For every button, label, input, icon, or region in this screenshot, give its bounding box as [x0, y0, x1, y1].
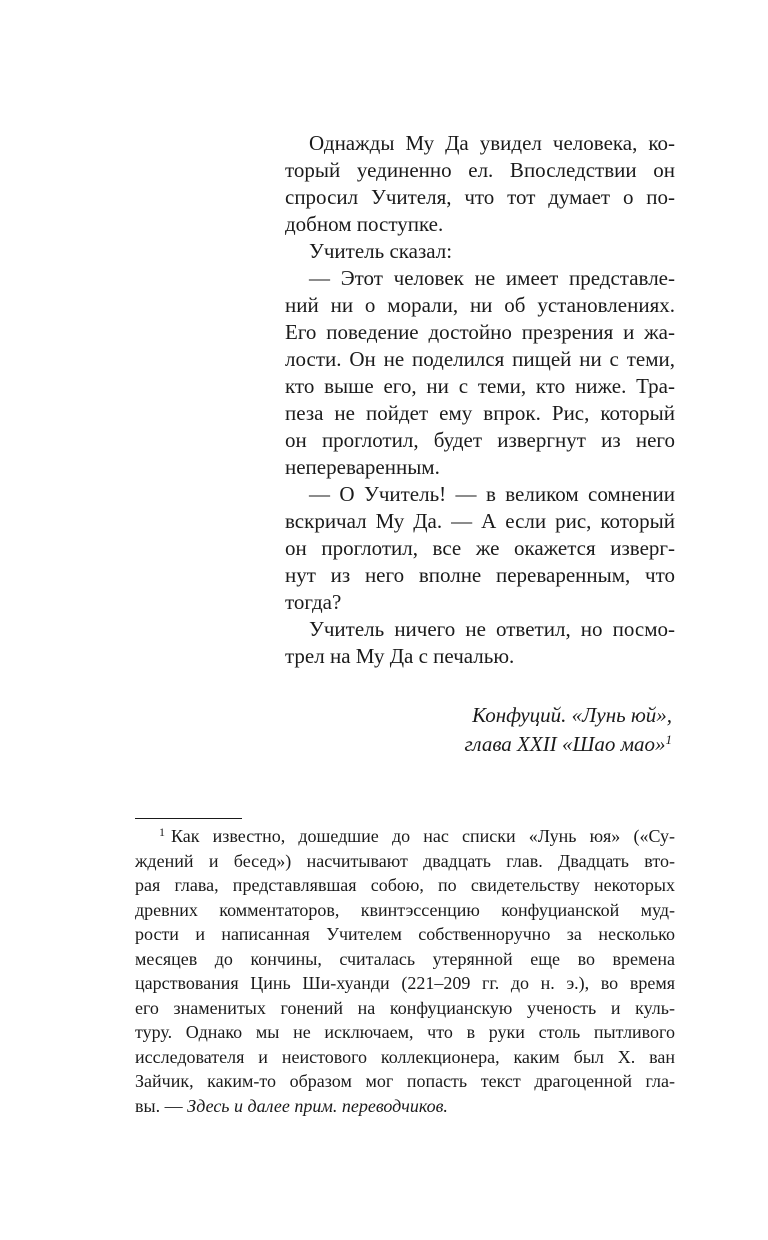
footnote-line-text: Как известно, дошедшие до нас списки «Лунь юя» («Су-: [171, 826, 675, 846]
footnote-number: 1: [159, 825, 165, 839]
epigraph-line: пеза не пойдет ему впрок. Рис, который: [285, 401, 675, 425]
attribution-author: Конфуций. «Лунь юй»,: [472, 703, 672, 727]
epigraph-line: кто выше его, ни с теми, кто ниже. Тра-: [285, 374, 675, 398]
epigraph-line: — О Учитель! — в великом сомнении: [309, 482, 675, 506]
epigraph-line: тогда?: [285, 590, 342, 614]
epigraph-line: вскричал Му Да. — А если рис, который: [285, 509, 675, 533]
footnote-line: месяцев до кончины, считалась утерянной еще во времена: [135, 948, 675, 969]
attribution-chapter-line: [282, 730, 672, 759]
footnote-line: царствования Цинь Ши-хуанди (221–209 гг. до н. э.), во время: [135, 973, 675, 993]
footnote-reference: 1: [665, 732, 672, 747]
epigraph-line: Учитель сказал:: [309, 239, 453, 263]
footnote-line: древних комментаторов, квинтэссенцию конфуцианской муд-: [135, 899, 675, 920]
epigraph-line: ний ни о морали, ни об установлениях.: [285, 293, 675, 317]
epigraph-line: спросил Учителя, что тот думает о по-: [285, 185, 675, 209]
epigraph-line: Учитель ничего не ответил, но посмо-: [309, 617, 675, 641]
footnote-last-line: [135, 1094, 675, 1119]
epigraph-line: — Этот человек не имеет представле-: [309, 266, 675, 290]
epigraph-line: Однажды Му Да увидел человека, ко-: [309, 131, 675, 155]
footnote-line: рая глава, представлявшая собою, по свидетельству некоторых: [135, 875, 675, 895]
epigraph-line: непереваренным.: [285, 455, 440, 479]
epigraph-line: нут из него вполне переваренным, что: [285, 563, 675, 587]
footnote-divider: [135, 818, 242, 819]
attribution-chapter: глава XXII «Шао мао»: [464, 732, 666, 756]
epigraph-line: лости. Он не поделился пищей ни с теми,: [285, 347, 675, 371]
epigraph-line: трел на Му Да с печалью.: [285, 644, 515, 668]
footnote-line: его знаменитых гонений на конфуцианскую ученость и куль-: [135, 997, 675, 1018]
footnote-last-line-text: вы. —: [135, 1095, 188, 1116]
footnote-line: Зайчик, каким-то образом мог попасть текст драгоценной гла-: [135, 1071, 675, 1091]
footnote-line: [135, 824, 675, 849]
epigraph-line: он проглотил, будет извергнут из него: [285, 428, 675, 452]
epigraph-attribution: [282, 701, 672, 759]
footnote-line: туру. Однако мы не исключаем, что в руки столь пытливого: [135, 1022, 675, 1042]
epigraph-line: Его поведение достойно презрения и жа-: [285, 320, 675, 344]
epigraph-line: он проглотил, все же окажется изверг-: [285, 536, 675, 560]
epigraph-line: добном поступке.: [285, 212, 444, 236]
translator-note: Здесь и далее прим. переводчиков.: [187, 1095, 448, 1116]
footnote-line: ждений и бесед») насчитывают двадцать глав. Двадцать вто-: [135, 850, 675, 871]
epigraph-line: торый уединенно ел. Впоследствии он: [285, 158, 675, 182]
footnote: [135, 824, 675, 1118]
epigraph-text: [285, 130, 675, 670]
footnote-line: исследователя и неистового коллекционера, каким был Х. ван: [135, 1046, 675, 1067]
footnote-line: рости и написанная Учителем собственноручно за несколько: [135, 924, 675, 944]
